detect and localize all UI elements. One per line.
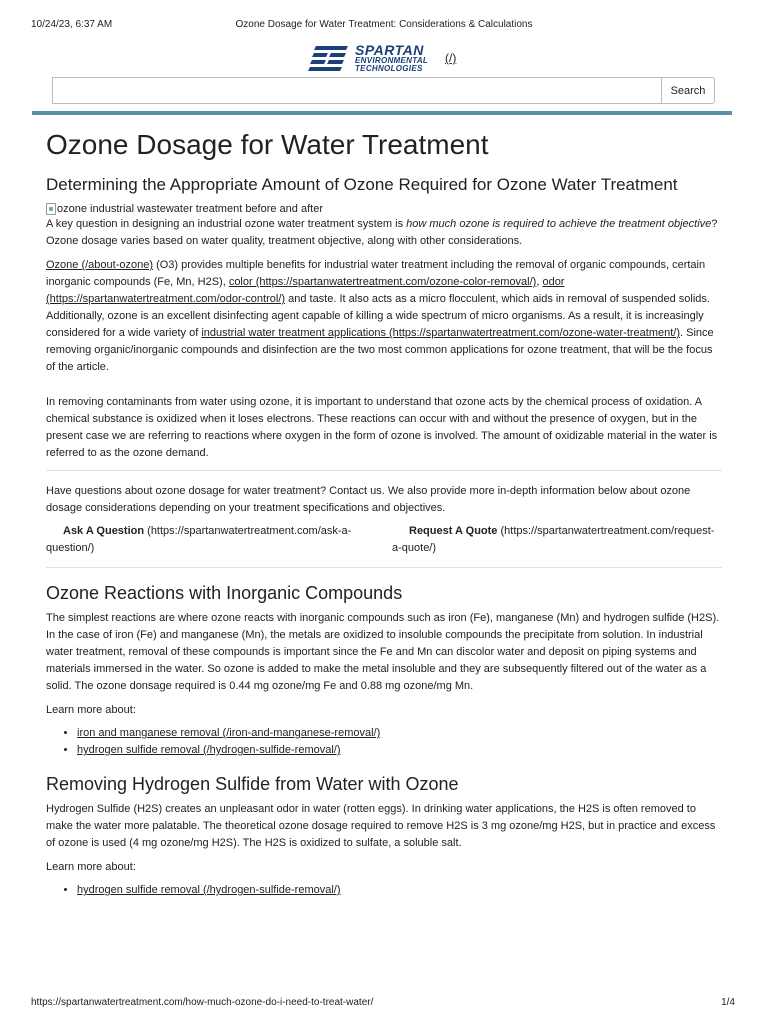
hydrogen-sulfide-link-2[interactable]: hydrogen sulfide removal (/hydrogen-sulfide-removal/) [77, 884, 341, 896]
broken-image-icon [46, 203, 56, 215]
learn-more-list-1 [77, 725, 722, 759]
article-content [46, 128, 722, 899]
image-alt-text: ozone industrial wastewater treatment before and after [57, 203, 323, 215]
print-date: 10/24/23, 6:37 AM [31, 19, 113, 30]
benefits-text-3: and taste. It also acts as a micro flocculent, which aids in removal of suspended solids. Additionally, ozone is an excellent disinfecting agent capable of killing a wide spectrum of micro organisms. As a result, it is increasingly considered for a wide variety of [46, 293, 710, 339]
ask-question-cta[interactable] [46, 523, 376, 557]
learn-more-label: Learn more about: [46, 704, 136, 716]
logo-line-2: ENVIRONMENTAL [355, 56, 429, 65]
search-button[interactable]: Search [661, 77, 715, 104]
benefits-text-1: (O3) provides multiple benefits for industrial water treatment including the removal of organic compounds, certain inorganic compounds (Fe, Mn, H2S), [46, 259, 706, 288]
ask-question-label[interactable]: Ask A Question [63, 525, 145, 537]
page-subtitle: Determining the Appropriate Amount of Ozone Required for Ozone Water Treatment [46, 175, 678, 194]
applications-link[interactable]: industrial water treatment applications (https://spartanwatertreatment.com/ozone-water-treatment/) [201, 327, 681, 339]
spartan-logo[interactable] [309, 43, 428, 73]
section-heading-h2s: Removing Hydrogen Sulfide from Water with Ozone [46, 774, 459, 794]
ask-question-url: (https://spartanwatertreatment.com/ask-a-question/) [46, 525, 352, 554]
benefits-text-4: . Since removing organic/inorganic compounds and disinfection are the two most common applications for ozone treatment, that will be the focus of the article. [46, 327, 714, 373]
list-item [77, 725, 722, 742]
section-heading-inorganic: Ozone Reactions with Inorganic Compounds [46, 583, 403, 603]
ozone-benefits-paragraph [46, 257, 722, 376]
inorganic-paragraph: The simplest reactions are where ozone reacts with inorganic compounds such as iron (Fe), manganese (Mn) and hydrogen sulfide (H2S). In the case of iron (Fe) and manganese (Mn), the metals are oxidized to insoluble compounds the precipitate from solution. In industrial water treatment, removal of these compounds is important since the Fe and Mn can discolor water and deposit on piping systems and materials immersed in the water. So ozone is added to make the metal insoluble and they are subsequently filtered out of the water as a solid. The ozone donsage required is 0.44 mg ozone/mg Fe and 0.88 mg ozone/mg Mn. [46, 612, 720, 692]
h2s-paragraph: Hydrogen Sulfide (H2S) creates an unpleasant odor in water (rotten eggs). In drinking water applications, the H2S is often removed to make the water more palatable. The theoretical ozone dosage required to remove H2S is 3 mg ozone/mg H2S, but in practice and excess of ozone is used (4 mg ozone/mg H2S). The H2S is oxidized to sulfate, a soluble salt. [46, 803, 716, 849]
divider-bottom [46, 567, 722, 568]
benefits-text-2: , [536, 276, 543, 288]
request-quote-cta[interactable] [392, 523, 722, 557]
print-url: https://spartanwatertreatment.com/how-much-ozone-do-i-need-to-treat-water/ [31, 997, 374, 1008]
logo-wordmark [355, 43, 428, 73]
pdf-print-header [0, 0, 768, 40]
intro-emphasis: how much ozone is required to achieve the treatment objective [406, 218, 712, 230]
hydrogen-sulfide-link[interactable]: hydrogen sulfide removal (/hydrogen-sulfide-removal/) [77, 744, 341, 756]
iron-manganese-link[interactable]: iron and manganese removal (/iron-and-manganese-removal/) [77, 727, 381, 739]
page-number: 1/4 [721, 997, 735, 1008]
intro-paragraph [46, 216, 722, 250]
page-title: Ozone Dosage for Water Treatment [46, 129, 489, 160]
learn-more-label-2: Learn more about: [46, 861, 136, 873]
odor-control-link[interactable]: odor (https://spartanwatertreatment.com/odor-control/) [46, 276, 565, 305]
oxidation-paragraph: In removing contaminants from water using ozone, it is important to understand that ozone acts by the chemical process of oxidation. A chemical substance is oxidized when it loses electrons. These reactions can occur with and without the presence of oxygen, but in the present case we are referring to reactions where oxygen in the form of ozone is involved. The amount of oxidizable material in the water is referred to as the ozone demand. [46, 396, 718, 459]
home-link[interactable]: (/) [445, 51, 457, 65]
intro-text-2: ? Ozone dosage varies based on water quality, treatment objective, along with other considerations. [46, 218, 718, 247]
about-ozone-link[interactable]: Ozone (/about-ozone) [46, 259, 154, 271]
divider-top [46, 470, 722, 471]
logo-line-3: TECHNOLOGIES [355, 64, 423, 73]
broken-image [46, 202, 722, 216]
spartan-logo-icon [309, 44, 351, 72]
logo-line-1: SPARTAN [355, 42, 424, 58]
list-item [77, 742, 722, 759]
request-quote-url: (https://spartanwatertreatment.com/request-a-quote/) [392, 525, 715, 554]
search-input[interactable] [52, 77, 662, 104]
print-title: Ozone Dosage for Water Treatment: Considerations & Calculations [235, 19, 533, 30]
color-removal-link[interactable]: color (https://spartanwatertreatment.com/ozone-color-removal/) [228, 276, 537, 288]
cta-row [46, 523, 722, 557]
intro-text-1: A key question in designing an industrial ozone water treatment system is [46, 218, 407, 230]
learn-more-list-2 [77, 882, 722, 899]
request-quote-label[interactable]: Request A Quote [409, 525, 498, 537]
list-item [77, 882, 722, 899]
pdf-print-footer [0, 994, 768, 1024]
header-accent-bar [32, 111, 732, 115]
contact-paragraph: Have questions about ozone dosage for water treatment? Contact us. We also provide more in-depth information below about ozone dosage considerations depending on your treatment specifications and objectives. [46, 485, 691, 514]
